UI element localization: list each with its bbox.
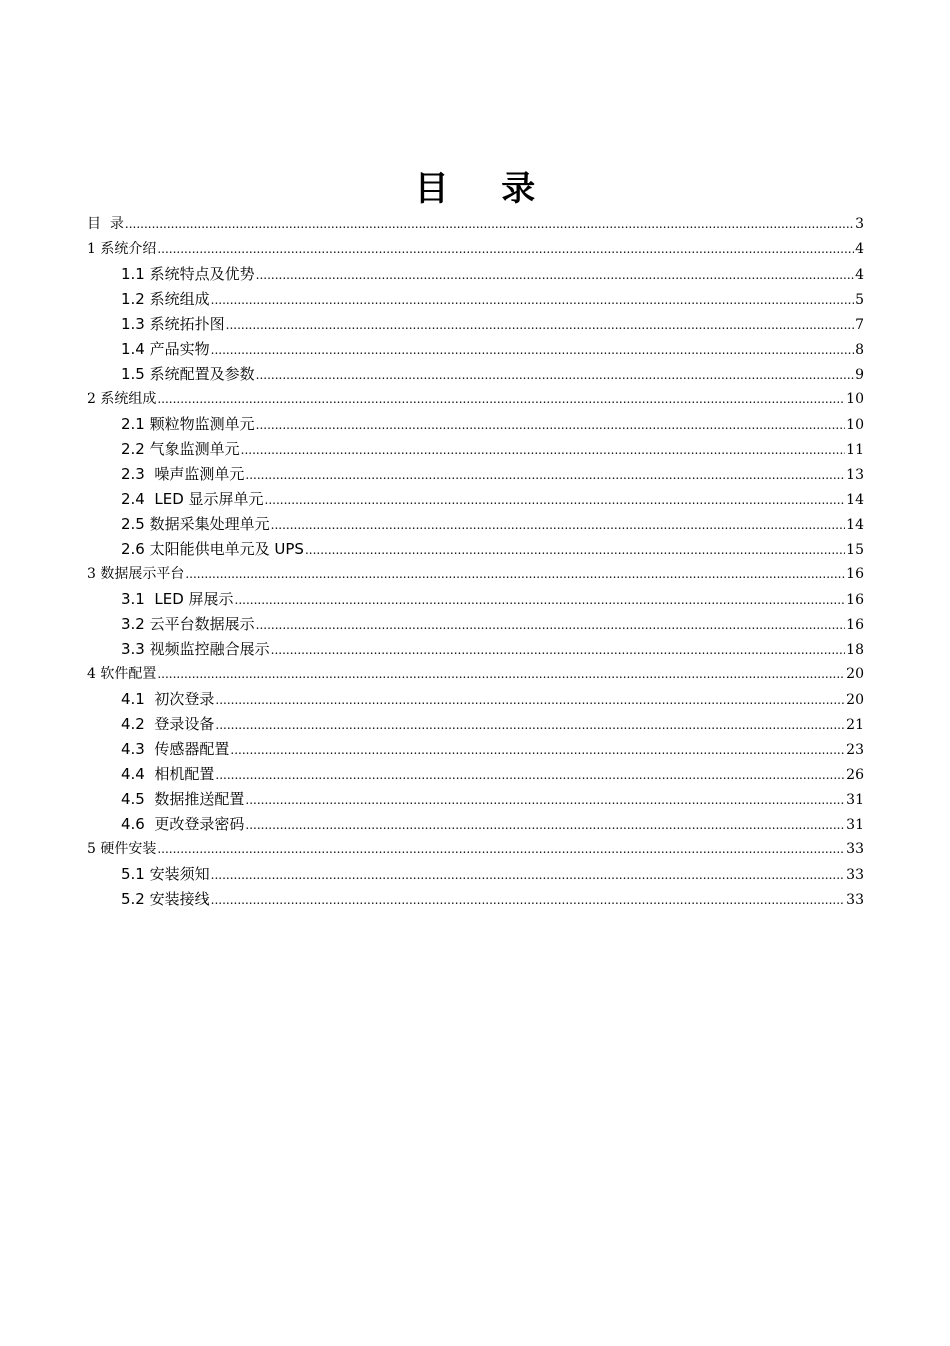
toc-page-number: 4: [855, 267, 864, 283]
toc-page-number: 7: [855, 317, 864, 333]
toc-entry[interactable]: [87, 412, 864, 437]
toc-page-number: 3: [855, 216, 864, 232]
toc-entry-title: 1.2 系统组成: [121, 290, 210, 308]
dot-leader: [271, 513, 846, 538]
toc-page-number: 31: [846, 817, 864, 833]
toc-entry[interactable]: [87, 587, 864, 612]
toc-entry-title: 4.2 登录设备: [121, 715, 215, 733]
toc-page-number: 15: [846, 542, 864, 558]
dot-leader: [125, 212, 854, 237]
toc-entry[interactable]: [87, 212, 864, 237]
toc-page-number: 5: [855, 292, 864, 308]
toc-entry[interactable]: [87, 437, 864, 462]
toc-entry[interactable]: [87, 887, 864, 912]
toc-entry-title: 1 系统介绍: [87, 241, 157, 257]
toc-entry[interactable]: [87, 812, 864, 837]
toc-entry[interactable]: [87, 562, 864, 587]
dot-leader: [241, 438, 846, 463]
toc-entry[interactable]: [87, 612, 864, 637]
toc-entry-title: 5 硬件安装: [87, 841, 157, 857]
toc-entry-title: 2.6 太阳能供电单元及 UPS: [121, 540, 304, 558]
dot-leader: [215, 688, 845, 713]
toc-page-number: 33: [846, 841, 864, 857]
toc-entry-title: 4 软件配置: [87, 666, 157, 682]
toc-entry-title: 1.4 产品实物: [121, 340, 210, 358]
toc-entry-title: 3.1 LED 屏展示: [121, 590, 234, 608]
toc-entry[interactable]: [87, 362, 864, 387]
toc-entry[interactable]: [87, 637, 864, 662]
toc-entry[interactable]: [87, 337, 864, 362]
dot-leader: [157, 662, 845, 687]
toc-page-number: 10: [846, 417, 864, 433]
toc-entry[interactable]: [87, 762, 864, 787]
toc-entry-title: 2.2 气象监测单元: [121, 440, 240, 458]
dot-leader: [235, 588, 846, 613]
toc-entry[interactable]: [87, 737, 864, 762]
toc-entry-title: 5.2 安装接线: [121, 890, 210, 908]
toc-entry[interactable]: [87, 287, 864, 312]
toc-page-number: 13: [846, 467, 864, 483]
toc-page-number: 31: [846, 792, 864, 808]
toc-entry-title: 4.6 更改登录密码: [121, 815, 245, 833]
toc-page-number: 16: [846, 617, 864, 633]
dot-leader: [211, 863, 846, 888]
dot-leader: [215, 763, 845, 788]
toc-entry[interactable]: [87, 312, 864, 337]
toc-page-number: 8: [855, 342, 864, 358]
toc-entry[interactable]: [87, 512, 864, 537]
toc-entry[interactable]: [87, 462, 864, 487]
dot-leader: [265, 488, 846, 513]
toc-entry-title: 2.3 噪声监测单元: [121, 465, 245, 483]
toc-entry-title: 5.1 安装须知: [121, 865, 210, 883]
toc-entry[interactable]: [87, 537, 864, 562]
toc-entry-title: 2.1 颗粒物监测单元: [121, 415, 255, 433]
dot-leader: [245, 813, 845, 838]
dot-leader: [245, 463, 845, 488]
toc-entry-title: 1.1 系统特点及优势: [121, 265, 255, 283]
toc-entry-title: 目 录: [87, 216, 124, 232]
toc-entry-title: 2.4 LED 显示屏单元: [121, 490, 264, 508]
toc-page-number: 10: [846, 391, 864, 407]
dot-leader: [157, 237, 854, 262]
toc-page-number: 11: [846, 442, 864, 458]
dot-leader: [211, 288, 854, 313]
toc-entry-title: 4.1 初次登录: [121, 690, 215, 708]
toc-page-number: 20: [846, 692, 864, 708]
toc-entry-title: 3 数据展示平台: [87, 566, 185, 582]
toc-page-number: 20: [846, 666, 864, 682]
toc-entry[interactable]: [87, 837, 864, 862]
dot-leader: [305, 538, 845, 563]
page-title: 目 录: [414, 169, 556, 209]
toc-page-number: 26: [846, 767, 864, 783]
toc-entry-title: 2 系统组成: [87, 391, 157, 407]
toc-entry[interactable]: [87, 387, 864, 412]
dot-leader: [256, 613, 846, 638]
toc-page-number: 14: [846, 492, 864, 508]
toc-entry[interactable]: [87, 662, 864, 687]
toc-page-number: 16: [846, 566, 864, 582]
dot-leader: [256, 263, 854, 288]
toc-page-number: 14: [846, 517, 864, 533]
toc-entry-title: 4.5 数据推送配置: [121, 790, 245, 808]
toc-entry-title: 4.3 传感器配置: [121, 740, 230, 758]
toc-entry-title: 1.5 系统配置及参数: [121, 365, 255, 383]
toc-entry[interactable]: [87, 687, 864, 712]
dot-leader: [230, 738, 845, 763]
dot-leader: [226, 313, 854, 338]
dot-leader: [157, 837, 845, 862]
toc-page-number: 33: [846, 867, 864, 883]
dot-leader: [211, 888, 846, 913]
toc-page-number: 16: [846, 592, 864, 608]
toc-entry[interactable]: [87, 487, 864, 512]
dot-leader: [245, 788, 845, 813]
toc-page-number: 23: [846, 742, 864, 758]
dot-leader: [271, 638, 846, 663]
toc-page-number: 21: [846, 717, 864, 733]
toc-entry-title: 1.3 系统拓扑图: [121, 315, 225, 333]
dot-leader: [157, 387, 845, 412]
toc-entry[interactable]: [87, 787, 864, 812]
dot-leader: [211, 338, 854, 363]
dot-leader: [185, 562, 845, 587]
toc-entry[interactable]: [87, 237, 864, 262]
toc-page-number: 9: [855, 367, 864, 383]
toc-page-number: 18: [846, 642, 864, 658]
toc-page-number: 4: [855, 241, 864, 257]
dot-leader: [256, 363, 854, 388]
toc-entry[interactable]: [87, 712, 864, 737]
dot-leader: [256, 413, 846, 438]
toc-page-number: 33: [846, 892, 864, 908]
toc-entry-title: 3.3 视频监控融合展示: [121, 640, 270, 658]
toc-entry[interactable]: [87, 262, 864, 287]
table-of-contents: [87, 212, 864, 912]
toc-entry-title: 4.4 相机配置: [121, 765, 215, 783]
toc-entry-title: 3.2 云平台数据展示: [121, 615, 255, 633]
dot-leader: [215, 713, 845, 738]
toc-entry-title: 2.5 数据采集处理单元: [121, 515, 270, 533]
toc-entry[interactable]: [87, 862, 864, 887]
